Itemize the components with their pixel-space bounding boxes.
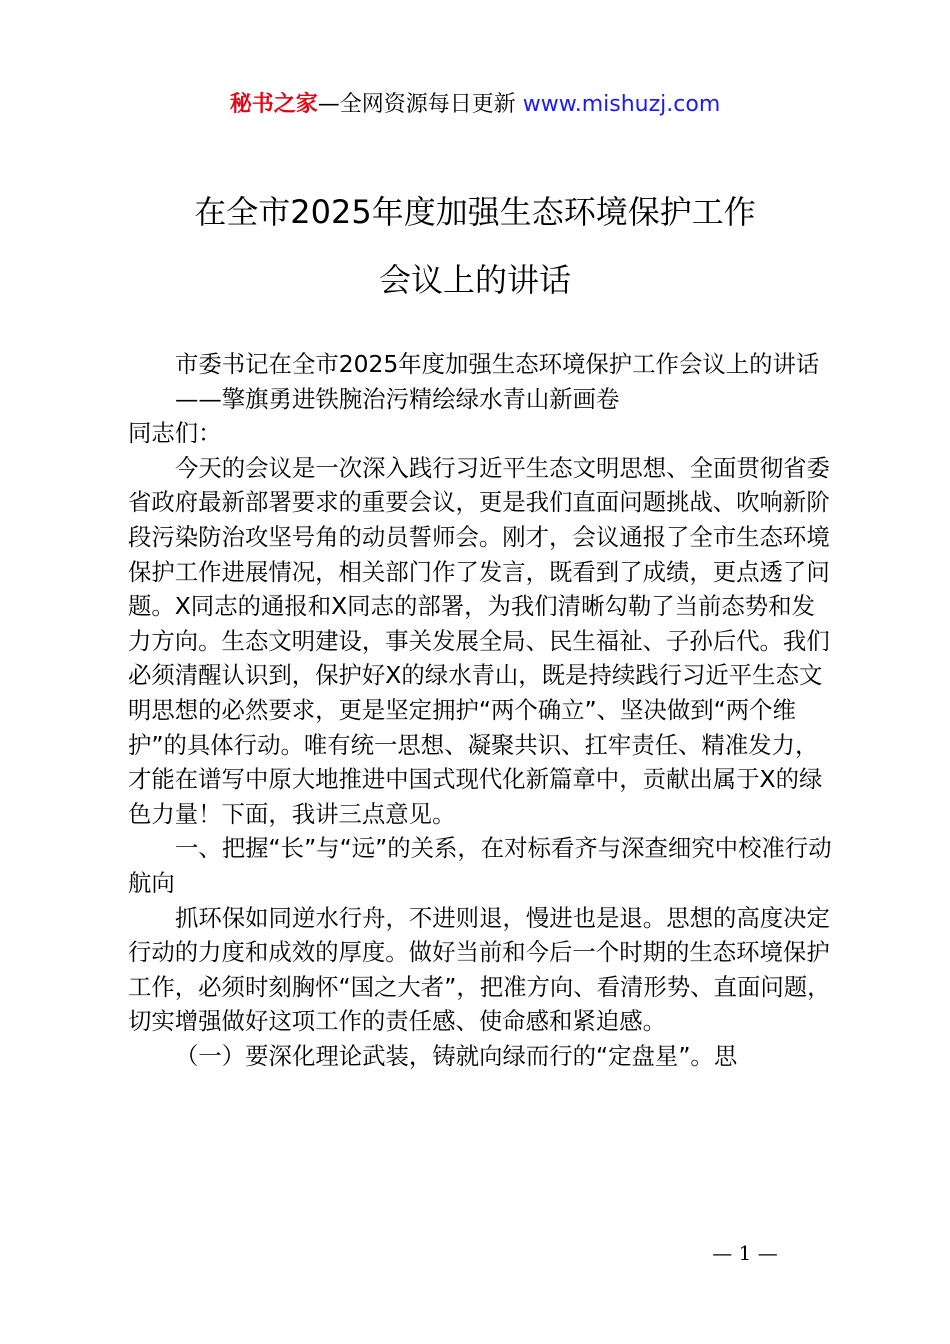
document-title-line-1: 在全市2025年度加强生态环境保护工作 [194,193,756,231]
banner-url[interactable]: www.mishuzj.com [522,92,721,117]
document-body [128,347,834,1073]
document-title-line-2: 会议上的讲话 [378,261,571,299]
banner-tagline: —全网资源每日更新 [317,92,516,117]
section-heading-1: 一、把握“长”与“远”的关系，在对标看齐与深查细究中校准行动航向 [128,834,832,897]
banner-brand: 秘书之家 [229,92,318,117]
paragraph-section-1: 抓环保如同逆水行舟，不进则退，慢进也是退。思想的高度决定行动的力度和成效的厚度。做好当前和今后一个时期的生态环境保护工作，必须时刻胸怀“国之大者”，把准方向、看清形势、直面问题，切实增强做好这项工作的责任感、使命感和紧迫感。 [128,903,831,1036]
salutation: 同志们： [128,419,222,448]
subsection-heading-1: （一）要深化理论武装，铸就向绿而行的“定盘星”。思 [175,1041,738,1070]
speech-heading: 市委书记在全市2025年度加强生态环境保护工作会议上的讲话 [175,350,820,378]
speech-subtitle: ——擎旗勇进铁腕治污精绘绿水青山新画卷 [175,384,620,413]
paragraph-intro: 今天的会议是一次深入践行习近平生态文明思想、全面贯彻省委省政府最新部署要求的重要会议，更是我们直面问题挑战、吹响新阶段污染防治攻坚号角的动员誓师会。刚才，会议通报了全市生态环境保护工作进展情况，相关部门作了发言，既看到了成绩，更点透了问题。X同志的通报和X同志的部署，为我们清晰勾勒了当前态势和发力方向。生态文明建设，事关发展全局、民生福祉、子孙后代。我们必须清醒认识到，保护好X的绿水青山，既是持续践行习近平生态文明思想的必然要求，更是坚定拥护“两个确立”、坚决做到“两个维护”的具体行动。唯有统一思想、凝聚共识、扛牢责任、精准发力，才能在谱写中原大地推进中国式现代化新篇章中，贡献出属于X的绿色力量！下面，我讲三点意见。 [128,453,830,828]
page-number: — 1 — [712,1241,778,1265]
site-banner [0,90,950,120]
